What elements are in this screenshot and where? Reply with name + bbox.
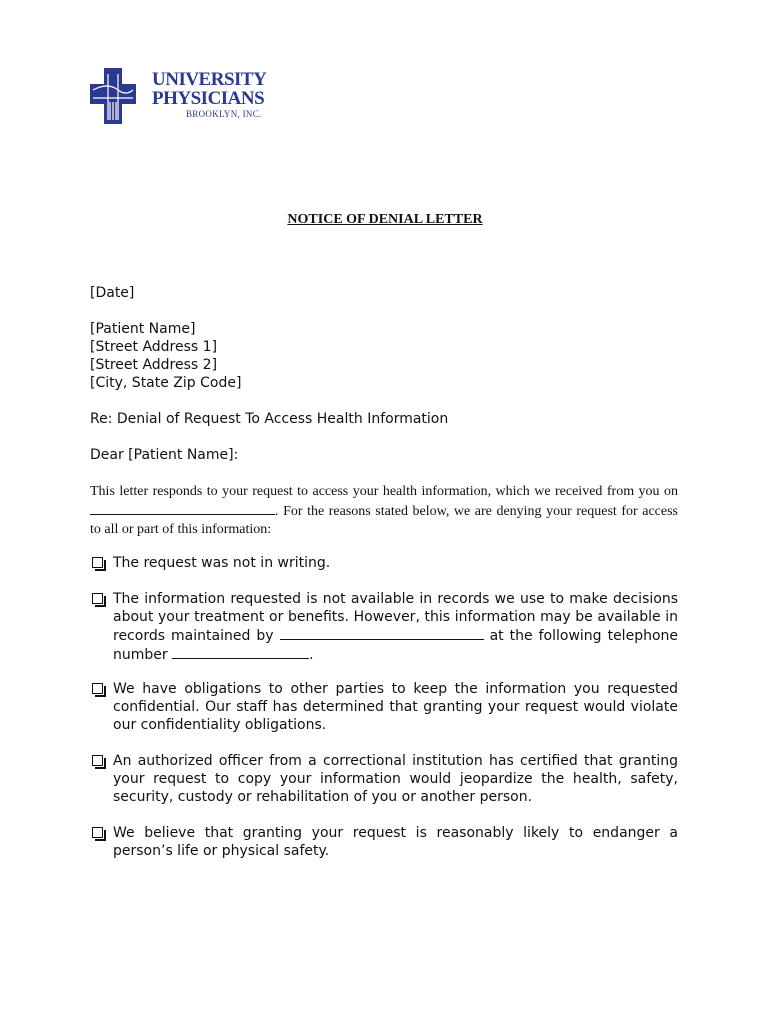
logo-line-physicians: PHYSICIANS bbox=[152, 88, 265, 109]
reason-item-confidentiality bbox=[90, 680, 678, 734]
reason-text: An authorized officer from a correctional institution has certified that granting your request to copy your information would jeopardize the health, safety, security, custody or rehabilitation of you or another person. bbox=[113, 753, 678, 805]
letter-title: NOTICE OF DENIAL LETTER bbox=[287, 212, 483, 227]
reason-item-correctional bbox=[90, 752, 678, 806]
telephone-blank bbox=[172, 645, 309, 659]
logo-wordmark bbox=[152, 70, 266, 119]
address-line-street1: [Street Address 1] bbox=[90, 339, 218, 355]
reason-text-part1: The information requested is not available in records we use to make decisions about your treatment or benefits. However, this information may be available in records maintained by bbox=[113, 591, 678, 644]
reason-text-part3: . bbox=[309, 647, 314, 663]
subject-line: Re: Denial of Request To Access Health Information bbox=[90, 411, 449, 427]
intro-paragraph bbox=[90, 483, 678, 539]
address-line-patient: [Patient Name] bbox=[90, 321, 196, 337]
reason-text: The request was not in writing. bbox=[113, 555, 331, 571]
reason-text-part2: at the following telephone number bbox=[113, 628, 678, 663]
reason-item-safety bbox=[90, 824, 678, 860]
reason-text: We have obligations to other parties to keep the information you requested confidential. Our staff has determined that granting your request would violate our confidentiality obligations. bbox=[113, 681, 678, 733]
records-holder-blank bbox=[280, 626, 484, 640]
checkbox-icon bbox=[92, 827, 103, 838]
checkbox-icon bbox=[92, 593, 103, 604]
address-line-street2: [Street Address 2] bbox=[90, 357, 218, 373]
salutation: Dear [Patient Name]: bbox=[90, 447, 239, 463]
checkbox-icon bbox=[92, 755, 103, 766]
checkbox-icon bbox=[92, 683, 103, 694]
reason-text: We believe that granting your request is reasonably likely to endanger a person’s life or physical safety. bbox=[113, 825, 678, 859]
address-line-city: [City, State Zip Code] bbox=[90, 375, 242, 391]
intro-text-2: . For the reasons stated below, we are denying your request for access to all or part of this information: bbox=[90, 504, 678, 537]
reason-item-not-available bbox=[90, 590, 678, 664]
date-placeholder: [Date] bbox=[90, 285, 135, 301]
logo-line-university: UNIVERSITY bbox=[152, 69, 267, 90]
checkbox-icon bbox=[92, 557, 103, 568]
reason-item-not-in-writing bbox=[90, 554, 678, 572]
logo-line-brooklyn: BROOKLYN, INC. bbox=[186, 109, 262, 119]
received-date-blank bbox=[90, 501, 275, 515]
intro-text-1: This letter responds to your request to access your health information, which we received from you on bbox=[90, 484, 678, 499]
address-block bbox=[90, 320, 678, 392]
